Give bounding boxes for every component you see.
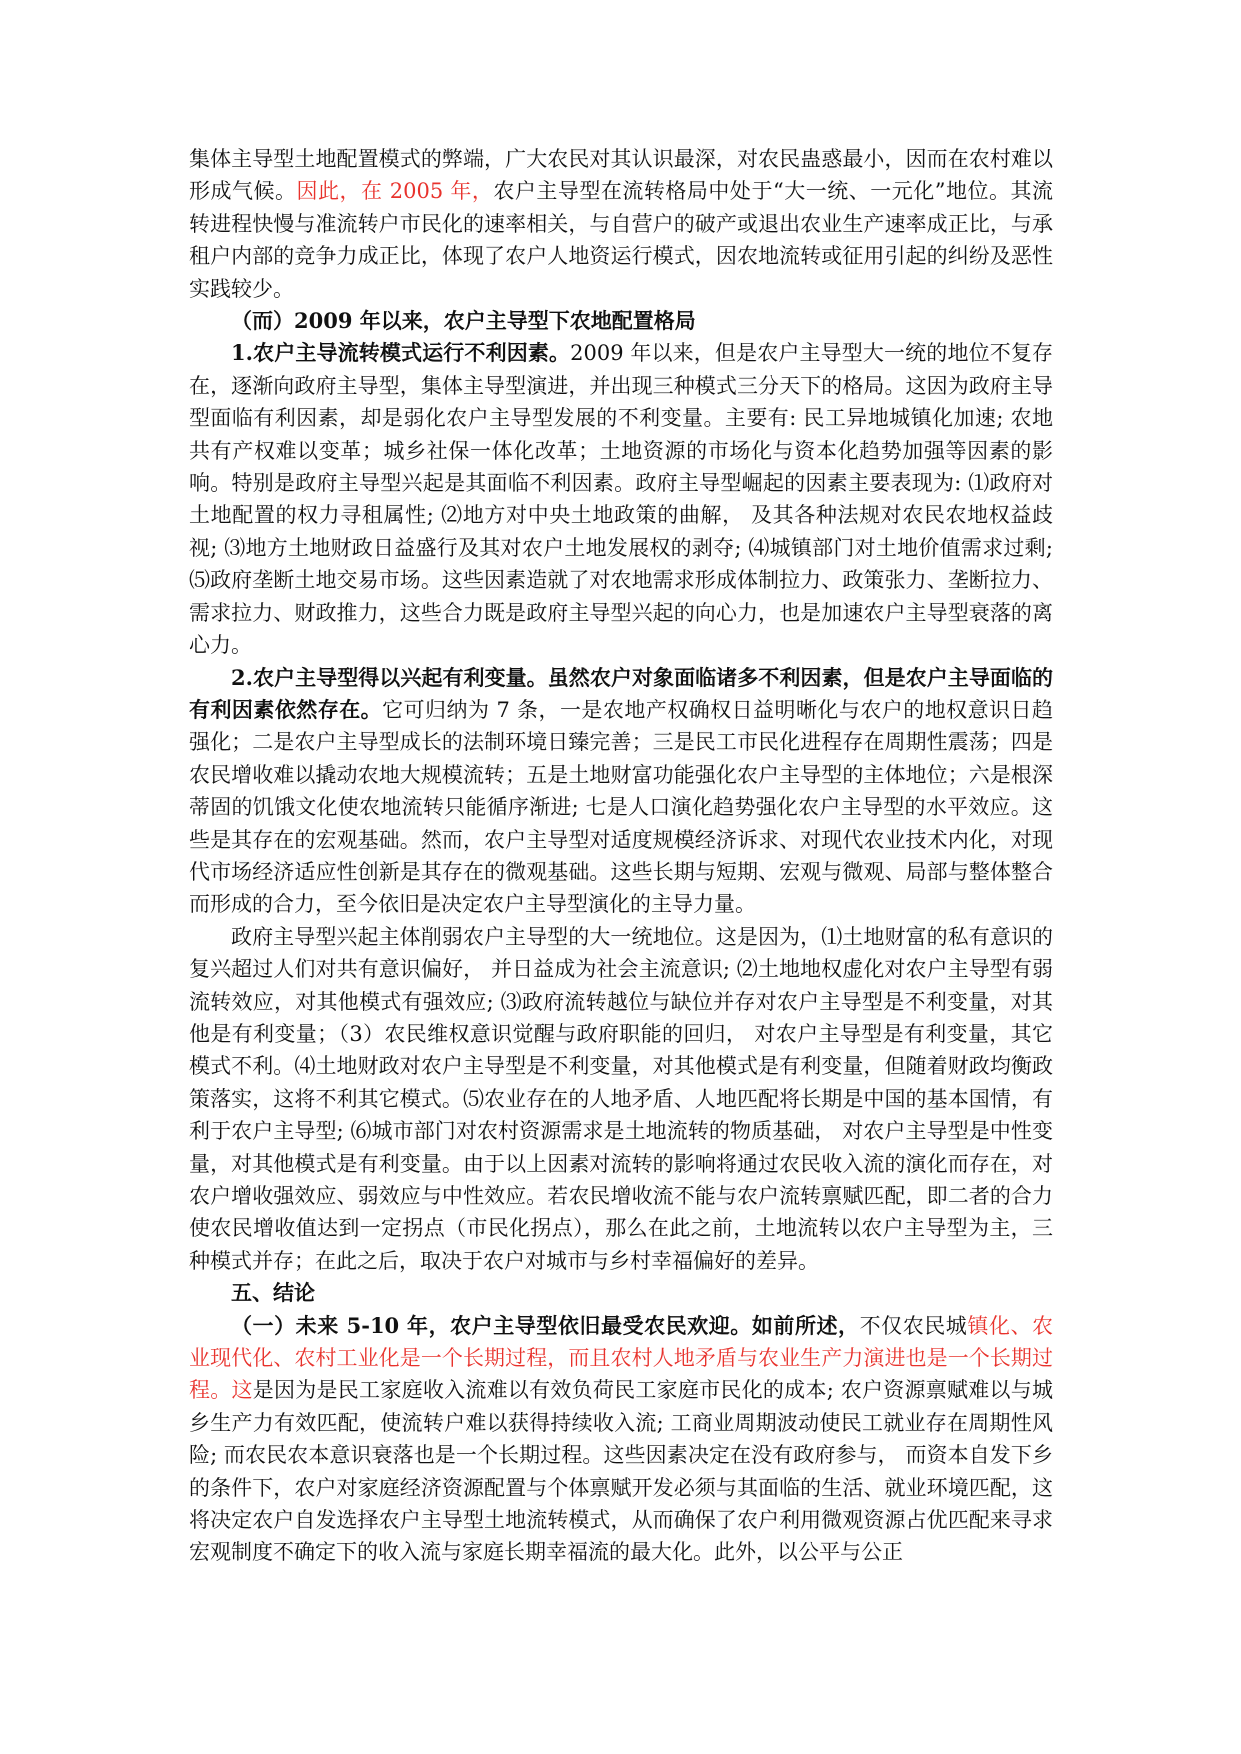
paragraph-2-lead: 1.农户主导流转模式运行不利因素。 <box>231 340 571 366</box>
paragraph-2 <box>189 337 1053 661</box>
document-body <box>189 143 1053 1569</box>
paragraph-4: 政府主导型兴起主体削弱农户主导型的大一统地位。这是因为，⑴土地财富的私有意识的复兴超过人们对共有意识偏好， 并日益成为社会主流意识; ⑵土地地权虚化对农户主导型有弱流转效应，对其他模式有强效应; ⑶政府流转越位与缺位并存对农户主导型是不利变量，对其他是有利变量；（3）农民维权意识觉醒与政府职能的回归， 对农户主导型是有利变量，其它模式不利。⑷土地财政对农户主导型是不利变量，对其他模式是有利变量，但随着财政均衡政策落实，这将不利其它模式。⑸农业存在的人地矛盾、人地匹配将长期是中国的基本国情，有利于农户主导型; ⑹城市部门对农村资源需求是土地流转的物质基础， 对农户主导型是中性变量，对其他模式是有利变量。由于以上因素对流转的影响将通过农民收入流的演化而存在，对农户增收强效应、弱效应与中性效应。若农民增收流不能与农户流转禀赋匹配，即二者的合力使农民增收值达到一定拐点（市民化拐点），那么在此之前，土地流转以农户主导型为主，三种模式并存；在此之后，取决于农户对城市与乡村幸福偏好的差异。 <box>189 924 1053 1273</box>
paragraph-5 <box>189 1310 1053 1569</box>
section-heading-2009: （而）2009 年以来，农户主导型下农地配置格局 <box>231 308 696 334</box>
paragraph-3-text: 它可归纳为 7 条，一是农地产权确权日益明晰化与农户的地权意识日趋强化；二是农户主导型成长的法制环境日臻完善；三是民工市民化进程存在周期性震荡；四是农民增收难以撬动农地大规模流转；五是土地财富功能强化农户主导型的主体地位；六是根深蒂固的饥饿文化使农地流转只能循序渐进; 七是人口演化趋势强化农户主导型的水平效应。这些是其存在的宏观基础。然而，农户主导型对适度规模经济诉求、对现代农业技术内化，对现代市场经济适应性创新是其存在的微观基础。这些长期与短期、宏观与微观、局部与整体整合而形成的合力，至今依旧是决定农户主导型演化的主导力量。 <box>189 697 1054 917</box>
paragraph-3 <box>189 662 1053 921</box>
paragraph-2-text: 2009 年以来，但是农户主导型大一统的地位不复存在，逐渐向政府主导型，集体主导型演进，并出现三种模式三分天下的格局。这因为政府主导型面临有利因素，却是弱化农户主导型发展的不利变量。主要有: 民工异地城镇化加速; 农地共有产权难以变革；城乡社保一体化改革；土地资源的市场化与资本化趋势加强等因素的影响。特别是政府主导型兴起是其面临不利因素。政府主导型崛起的因素主要表现为: ⑴政府对土地配置的权力寻租属性; ⑵地方对中央土地政策的曲解， 及其各种法规对农民农地权益歧视; ⑶地方土地财政日益盛行及其对农户土地发展权的剥夺; ⑷城镇部门对土地价值需求过剩; ⑸政府垄断土地交易市场。这些因素造就了对农地需求形成体制拉力、政策张力、垄断拉力、需求拉力、财政推力，这些合力既是政府主导型兴起的向心力，也是加速农户主导型衰落的离心力。 <box>189 341 1053 658</box>
paragraph-5-text-b: 是因为是民工家庭收入流难以有效负荷民工家庭市民化的成本; 农户资源禀赋难以与城乡生产力有效匹配，使流转户难以获得持续收入流; 工商业周期波动使民工就业存在周期性风险; 而农民农本意识衰落也是一个长期过程。这些因素决定在没有政府参与， 而资本自发下乡的条件下，农户对家庭经济资源配置与个体禀赋开发必须与其面临的生活、就业环境匹配，这将决定农户自发选择农户主导型土地流转模式，从而确保了农户利用微观资源占优匹配来寻求宏观制度不确定下的收入流与家庭长期幸福流的最大化。此外，以公平与公正 <box>189 1378 1054 1565</box>
paragraph-1-highlight: 因此，在 2005 年， <box>296 179 494 204</box>
paragraph-5-lead: （一）未来 5-10 年，农户主导型依旧最受农民欢迎。如前所述， <box>231 1312 860 1338</box>
paragraph-3-lead: 2.农户主导型得以兴起有利变量。虽然农户对象面临诸多不利因素，但是农户主导面临的有利因素依然存在。 <box>189 664 1053 722</box>
paragraph-5-highlight: 镇化、农业现代化、农村工业化是一个长期过程，而且农村人地矛盾与农业生产力演进也是一个长期过程。这 <box>189 1313 1054 1403</box>
section-heading-conclusion: 五、结论 <box>231 1280 315 1306</box>
paragraph-5-text-a: 不仅农民城 <box>859 1313 968 1338</box>
paragraph-1-text-b: 农户主导型在流转格局中处于“大一统、一元化”地位。其流转进程快慢与准流转户市民化的速率相关，与自营户的破产或退出农业生产速率成正比，与承租户内部的竞争力成正比，体现了农户人地资运行模式，因农地流转或征用引起的纠纷及恶性实践较少。 <box>189 179 1053 301</box>
paragraph-1 <box>189 143 1053 305</box>
paragraph-1-text-a: 集体主导型土地配置模式的弊端，广大农民对其认识最深，对农民蛊惑最小，因而在农村难以形成气候。 <box>189 147 1053 204</box>
